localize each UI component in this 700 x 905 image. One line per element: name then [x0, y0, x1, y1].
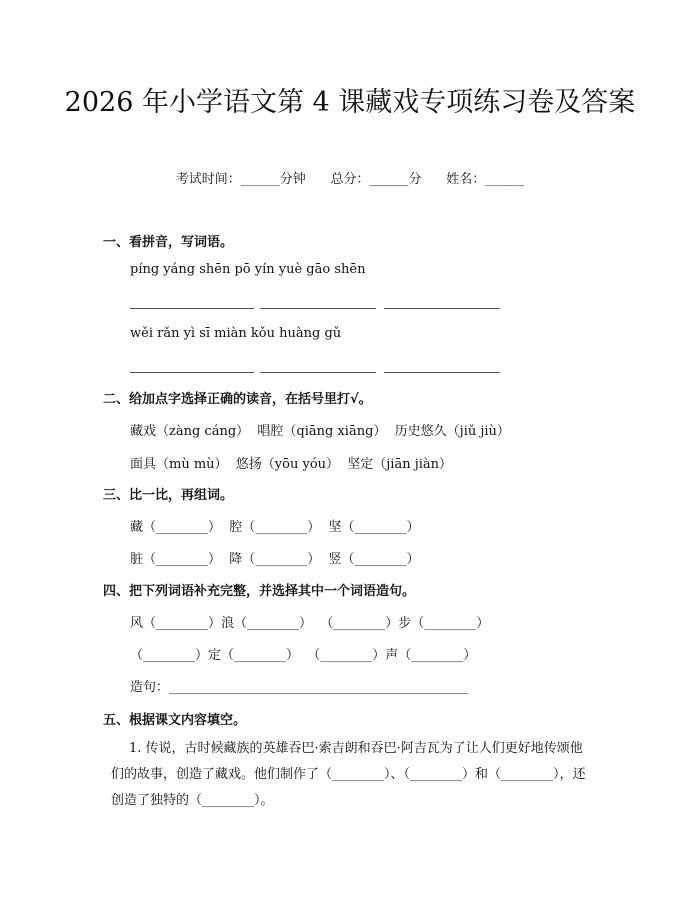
section-3-heading: 三、比一比，再组词。 — [103, 488, 234, 503]
section-3-row-1: 藏（________） 腔（________） 坚（________） — [130, 520, 420, 535]
answer-blank[interactable] — [130, 372, 254, 373]
section-1-heading: 一、看拼音，写词语。 — [103, 235, 234, 250]
section-2-row-1: 藏戏（zàng cáng） 唱腔（qiāng xiāng） 历史悠久（jiǔ jiù） — [130, 424, 510, 439]
section-4-row-1: 风（________）浪（________） （________）步（________） — [130, 616, 490, 631]
section-1-pinyin-row-2: wěi rǎn yì sī miàn kǒu huàng gǔ — [130, 326, 342, 341]
section-4-heading: 四、把下列词语补充完整，并选择其中一个词语造句。 — [103, 584, 416, 599]
section-2-heading: 二、给加点字选择正确的读音，在括号里打√。 — [103, 392, 372, 407]
section-1-pinyin-row-1: píng yáng shēn pō yín yuè gāo shēn — [130, 262, 366, 277]
answer-blank[interactable] — [384, 308, 500, 309]
section-3-row-2: 脏（________） 降（________） 竖（________） — [130, 552, 420, 567]
exam-meta: 考试时间：______分钟 总分：______分 姓名：______ — [175, 172, 525, 187]
answer-blank[interactable] — [260, 372, 376, 373]
section-4-sentence-line: 造句：______________________________________________ — [130, 680, 469, 695]
answer-blank[interactable] — [260, 308, 376, 309]
section-4-row-2: （________）定（________） （________）声（________） — [130, 648, 477, 663]
answer-blank[interactable] — [130, 308, 254, 309]
section-5-heading: 五、根据课文内容填空。 — [103, 713, 247, 728]
page-title: 2026 年小学语文第 4 课藏戏专项练习卷及答案 — [64, 87, 636, 118]
section-2-row-2: 面具（mù mù） 悠扬（yōu yóu） 坚定（jiān jiàn） — [130, 457, 453, 472]
answer-blank[interactable] — [384, 372, 500, 373]
section-5-paragraph: 1. 传说，古时候藏族的英雄吞巴·索吉朗和吞巴·阿吉瓦为了让人们更好地传颂他们的故事，创造了藏戏。他们制作了（________）、（________）和（________），还创造了独特的（________）。 — [111, 741, 586, 808]
